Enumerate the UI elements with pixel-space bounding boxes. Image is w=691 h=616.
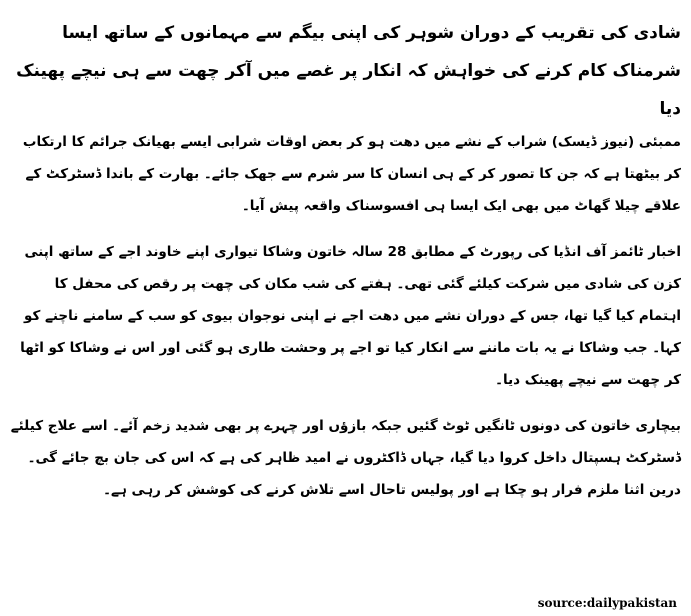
article-headline: شادی کی تقریب کے دوران شوہر کی اپنی بیگم سے مہمانوں کے ساتھ ایسا شرمناک کام کرنے کی خواہش کہ انکار پر غصے میں آکر چھت سے ہی نیچے پھینک دیا xyxy=(16,23,681,119)
article-paragraph-2: اخبار ٹائمز آف انڈیا کی رپورٹ کے مطابق 28 سالہ خاتون وشاکا تیواری اپنے خاوند اجے کے ساتھ اپنی کزن کی شادی میں شرکت کیلئے گئی تھی۔ ہفتے کی شب مکان کی چھت پر رقص کی محفل کا اہتمام کیا گیا تھا، جس کے دوران نشے میں دھت اجے نے اپنی نوجوان بیوی کو سب کے سامنے ناچنے کو کہا۔ جب وشاکا نے یہ بات ماننے سے انکار کیا تو اجے پر وحشت طاری ہو گئی اور اس نے وشاکا کو اٹھا کر چھت سے نیچے پھینک دیا۔ xyxy=(20,244,681,388)
article-paragraph-1-text: شراب کے نشے میں دھت ہو کر بعض اوقات شرابی ایسے بھیانک جرائم کا ارتکاب کر بیٹھتا ہے کہ جن کا تصور کر کے ہی انسان کا سر شرم سے جھک جائے۔ بھارت کے باندا ڈسٹرکٹ کے علاقے چیلا گھاٹ میں بھی ایک ایسا ہی افسوسناک واقعہ پیش آیا۔ xyxy=(22,134,681,214)
article-dateline: ممبئی (نیوز ڈیسک) xyxy=(551,134,681,150)
source-credit: source:dailypakistan xyxy=(537,596,677,610)
article-paragraph-3: بیچاری خاتون کی دونوں ٹانگیں ٹوٹ گئیں جبکہ بازؤں اور چہرے پر بھی شدید زخم آئے۔ اسے علاج کیلئے ڈسٹرکٹ ہسپتال داخل کروا دیا گیا، جہاں ڈاکٹروں نے امید ظاہر کی ہے کہ اس کی جان بچ جائے گی۔ درین اثنا ملزم فرار ہو چکا ہے اور پولیس تاحال اسے تلاش کرنے کی کوشش کر رہی ہے۔ xyxy=(10,418,681,498)
news-article xyxy=(10,14,681,520)
article-paragraph-1 xyxy=(10,126,681,222)
